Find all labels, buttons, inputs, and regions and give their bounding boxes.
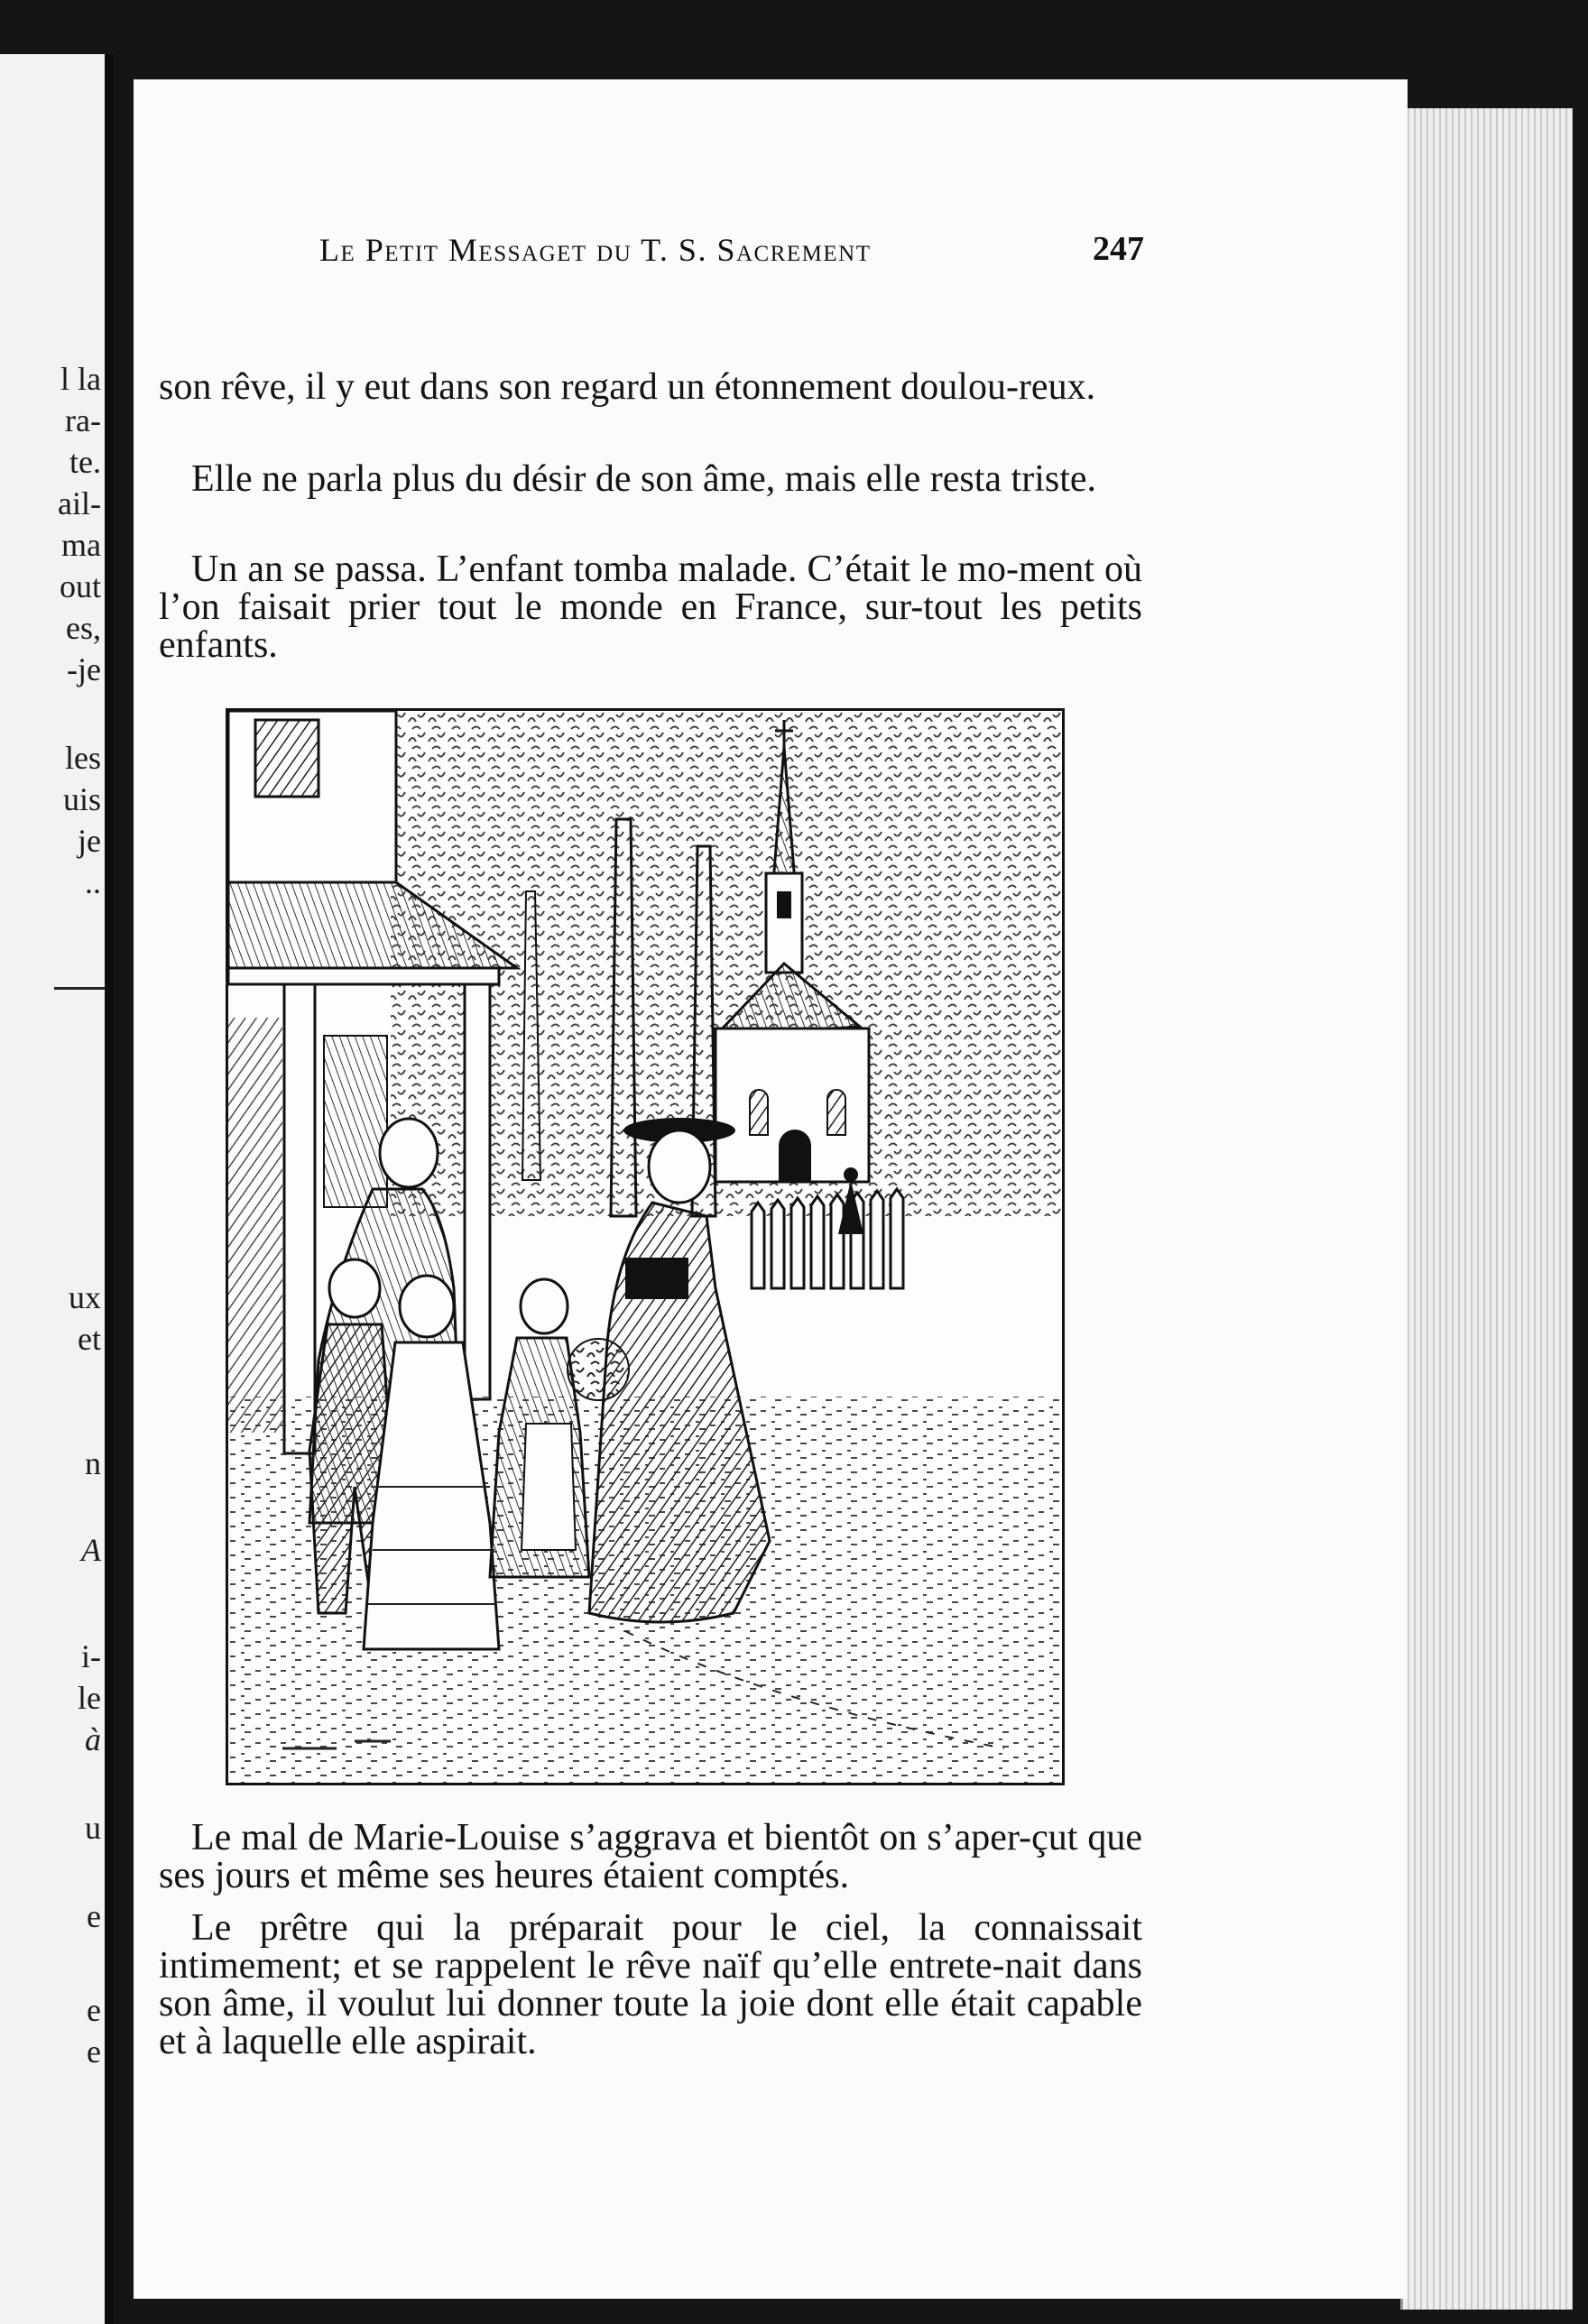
left-page-fragment: -je (67, 651, 101, 687)
illustration-drawing (228, 711, 1062, 1783)
left-page-fragment: te. (69, 444, 101, 480)
paragraph: Le prêtre qui la préparait pour le ciel, la connaissait intimement; et se rappelent le rêve naïf qu’elle entrete-nait dans son âme, il voulut lui donner toute la joie dont elle était capable et à laquelle elle aspirait. (159, 1907, 1142, 2062)
left-page-fragment: out (59, 568, 101, 604)
book-page-edges (1400, 108, 1573, 2310)
left-page-rule (54, 987, 105, 990)
left-page-fragment: l la (60, 361, 101, 397)
left-page-fragment: A (81, 1532, 101, 1568)
left-page-fragment: ma (61, 527, 101, 563)
left-page-fragment: e (87, 2034, 101, 2070)
left-page-fragment: n (85, 1445, 101, 1481)
left-page-fragment: ail- (58, 485, 101, 521)
paragraph: Le mal de Marie-Louise s’aggrava et bientôt on s’aper-çut que ses jours et même ses heures étaient comptés. (159, 1817, 1142, 1896)
left-page-fragment: je (78, 823, 101, 859)
left-page-fragment: e (87, 1898, 101, 1934)
left-page-fragment: e (87, 1992, 101, 2028)
page-header (184, 222, 1151, 276)
page-number: 247 (1093, 230, 1144, 268)
left-page-fragment: uis (62, 781, 101, 817)
left-page-fragment: ux (69, 1279, 101, 1315)
left-page-fragment: i- (81, 1638, 101, 1674)
paragraph: son rêve, il y eut dans son regard un étonnement doulou-reux. (159, 366, 1096, 408)
paragraph: Un an se passa. L’enfant tomba malade. C’était le mo-ment où l’on faisait prier tout le monde en France, sur-tout les petits enfants. (159, 549, 1142, 666)
left-page-fragment: es, (66, 610, 101, 646)
previous-page-edge (0, 54, 114, 2324)
left-page-fragment: à (85, 1721, 101, 1757)
left-page-fragment: le (78, 1680, 101, 1716)
engraving-illustration (226, 708, 1065, 1785)
left-page-fragment: et (78, 1321, 101, 1357)
left-page-fragment: u (85, 1810, 101, 1846)
left-page-fragment: ra- (65, 402, 101, 438)
left-page-fragment: les (65, 740, 101, 776)
paragraph: Elle ne parla plus du désir de son âme, mais elle resta triste. (191, 458, 1097, 500)
running-title: Le Petit Messaget du T. S. Sacrement (319, 232, 872, 268)
left-page-fragment: .. (85, 864, 101, 900)
